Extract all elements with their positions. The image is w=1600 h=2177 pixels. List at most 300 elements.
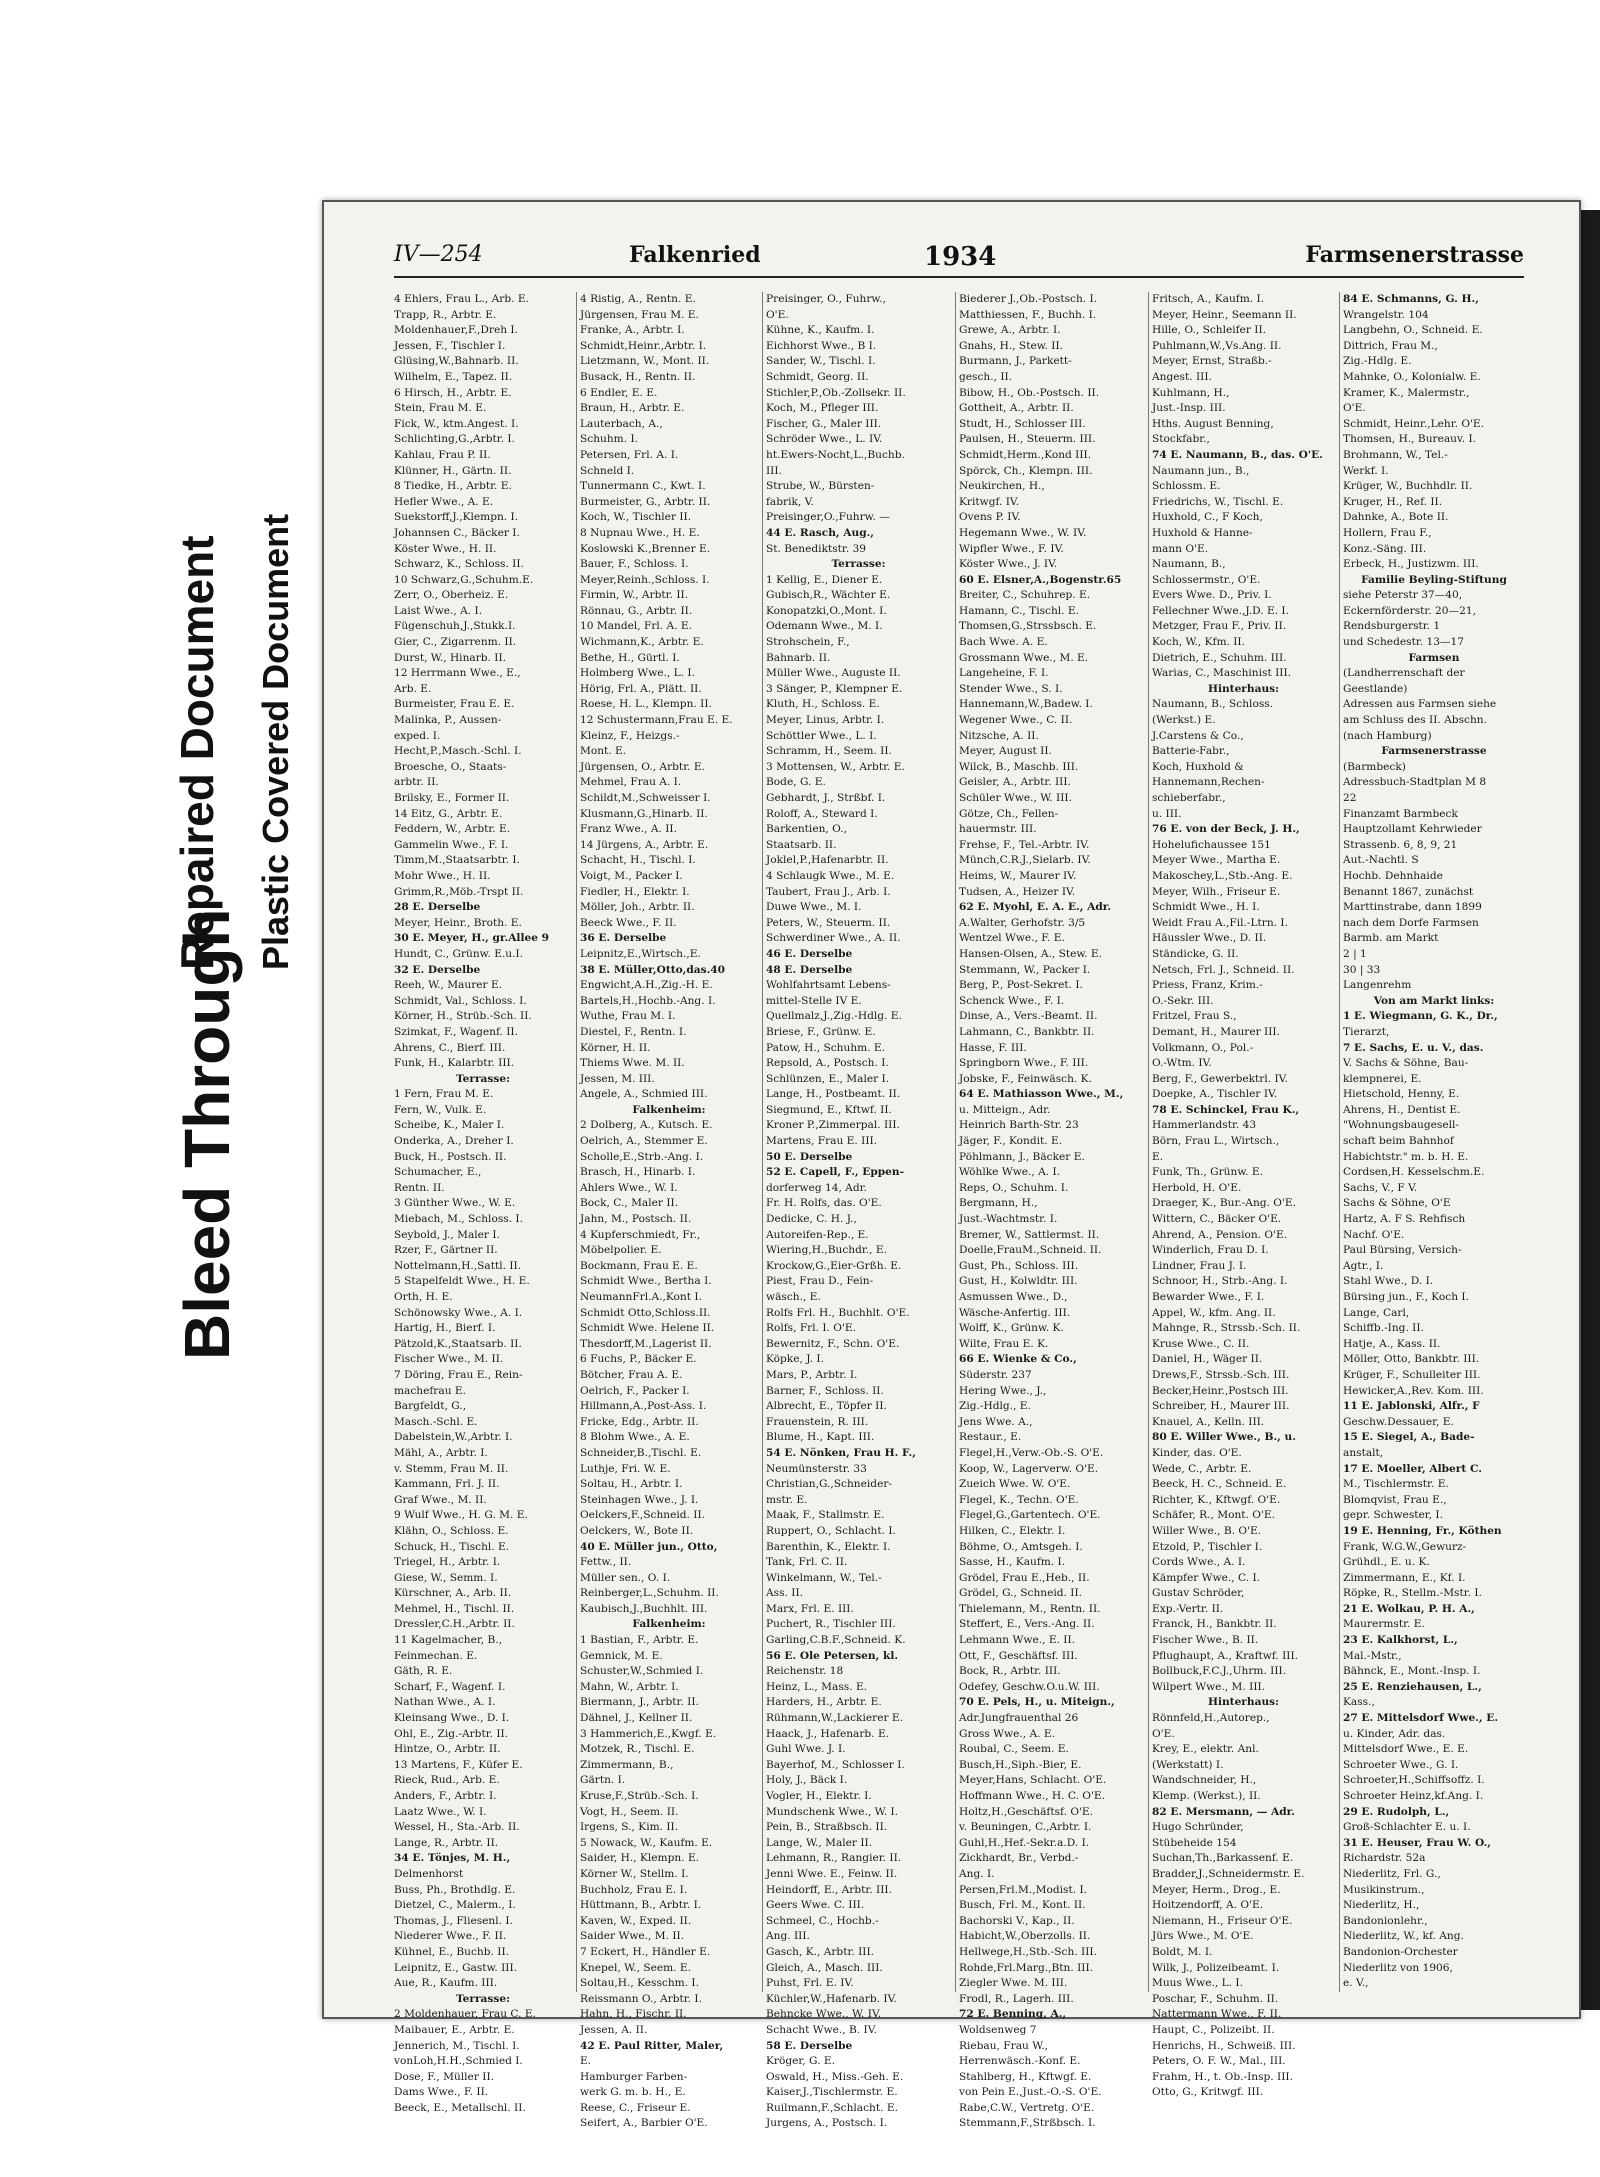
directory-line: Gubisch,R., Wächter E. [766,589,891,602]
directory-line: Gier, C., Zigarrenm. II. [394,636,517,649]
directory-line: Geestlande) [1343,682,1408,695]
column-divider [955,292,956,1992]
directory-line: Buss, Ph., Brothdlg. E. [394,1883,516,1896]
directory-line: 44 E. Rasch, Aug., [766,526,874,539]
directory-line: Bewernitz, F., Schn. O'E. [766,1337,900,1350]
directory-line: Bode, G. E. [766,776,826,789]
directory-line: V. Sachs & Söhne, Bau- [1343,1057,1469,1070]
directory-line: Wandschneider, H., [1152,1774,1257,1787]
directory-line: Naumann, B., [1152,558,1226,571]
directory-line: Hansen-Olsen, A., Stew. E. [959,947,1103,960]
directory-line: Familie Beyling-Stiftung [1361,573,1507,586]
directory-line: Feinmechan. E. [394,1649,478,1662]
directory-line: Zerr, O., Oberheiz. E. [394,589,509,602]
directory-line: Mohr Wwe., H. II. [394,869,491,882]
directory-line: 7 E. Sachs, E. u. V., das. [1343,1041,1484,1054]
directory-line: Stahlberg, H., Kftwgf. E. [959,2070,1092,2083]
directory-line: Fritzel, Frau S., [1152,1010,1237,1023]
directory-line: Exp.-Vertr. II. [1152,1602,1224,1615]
directory-line: Niemann, H., Friseur O'E. [1152,1914,1293,1927]
directory-line: Broesche, O., Staats- [394,760,507,773]
directory-line: ht.Ewers-Nocht,L.,Buchb. [766,448,905,461]
directory-line: Fischer, G., Maler III. [766,417,882,430]
directory-line: Zimmermann, E., Kf. I. [1343,1571,1466,1584]
directory-line: Peters, W., Steuerm. II. [766,916,891,929]
directory-line: Meyer, Heinr., Seemann II. [1152,308,1297,321]
directory-line: Hatje, A., Kass. II. [1343,1337,1441,1350]
directory-line: Lindner, Frau J. I. [1152,1259,1247,1272]
directory-line: Thomas, J., Fliesenl. I. [394,1914,513,1927]
directory-line: mstr. E. [766,1493,808,1506]
directory-line: Preisinger,O.,Fuhrw. — [766,511,890,524]
directory-line: Trapp, R., Arbtr. E. [394,308,497,321]
directory-line: Buck, H., Postsch. II. [394,1150,507,1163]
directory-line: Rieck, Rud., Arb. E. [394,1774,500,1787]
directory-line: 82 E. Mersmann, — Adr. [1152,1805,1295,1818]
directory-line: Oelckers,F.,Schneid. II. [580,1509,706,1522]
directory-line: Schreiber, H., Maurer III. [1152,1400,1290,1413]
directory-line: Hohelufichaussee 151 [1152,838,1271,851]
page-number: IV—254 [394,242,483,267]
directory-line: Szimkat, F., Wagenf. II. [394,1025,518,1038]
directory-line: Laist Wwe., A. I. [394,604,483,617]
directory-line: Burmeister, G., Arbtr. II. [580,495,711,508]
directory-line: Kritwgf. IV. [959,495,1020,508]
directory-line: Gross Wwe., A. E. [959,1727,1055,1740]
directory-line: Haupt, C., Polizeibt. II. [1152,2023,1275,2036]
directory-line: Reps, O., Schuhm. I. [959,1181,1069,1194]
directory-line: Schuhm. I. [580,433,638,446]
directory-line: Biermann, J., Arbtr. II. [580,1696,699,1709]
directory-line: Bradder,J.,Schneidermstr. E. [1152,1867,1305,1880]
directory-line: Staatsarb. II. [766,838,837,851]
directory-line: Heinz, L., Mass. E. [766,1680,868,1693]
directory-line: 10 Mandel, Frl. A. E. [580,620,693,633]
directory-line: Saider Wwe., M. II. [580,1930,685,1943]
directory-line: Kühnel, E., Buchb. II. [394,1945,509,1958]
directory-line: Wentzel Wwe., F. E. [959,932,1065,945]
directory-line: Bahnarb. II. [766,651,831,664]
directory-line: Friedrichs, W., Tischl. E. [1152,495,1284,508]
directory-line: Groß-Schlachter E. u. I. [1343,1821,1471,1834]
directory-line: 66 E. Wienke & Co., [959,1353,1077,1366]
directory-line: Wegener Wwe., C. II. [959,714,1073,727]
directory-line: Fettw., II. [580,1556,632,1569]
directory-line: Steffert, E., Vers.-Ang. II. [959,1618,1095,1631]
directory-line: Firmin, W., Arbtr. II. [580,589,689,602]
directory-line: Stein, Frau M. E. [394,402,487,415]
directory-line: Siegmund, E., Kftwf. II. [766,1103,892,1116]
directory-line: O.-Sekr. III. [1152,994,1214,1007]
directory-line: Schönowsky Wwe., A. I. [394,1306,523,1319]
directory-line: Schroeter,H.,Schiffsoffz. I. [1343,1774,1485,1787]
directory-line: Stahl Wwe., D. I. [1343,1275,1434,1288]
directory-line: Bibow, H., Ob.-Postsch. II. [959,386,1100,399]
directory-line: Böhme, O., Amtsgeh. I. [959,1540,1083,1553]
directory-line: Kämpfer Wwe., C. I. [1152,1571,1261,1584]
directory-line: Suchan,Th.,Barkassenf. E. [1152,1852,1294,1865]
directory-line: Bauer, F., Schloss. I. [580,558,689,571]
directory-line: (Landherrenschaft der [1343,667,1465,680]
directory-line: Roloff, A., Steward I. [766,807,878,820]
directory-line: Reissmann O., Arbtr. I. [580,1992,702,2005]
directory-line: Schüler Wwe., W. III. [959,792,1072,804]
directory-line: Hering Wwe., J., [959,1384,1047,1397]
directory-line: Ahlers Wwe., W. I. [580,1181,678,1194]
directory-line: O'E. [1152,1727,1175,1740]
directory-line: Pflughaupt, A., Kraftwf. III. [1152,1649,1299,1662]
directory-line: Schlichting,G.,Arbtr. I. [394,433,515,446]
directory-line: Wilck, B., Maschb. III. [959,760,1079,773]
side-labels [150,240,300,1360]
directory-column-2 [580,292,758,2130]
directory-line: Klähn, O., Schloss. E. [394,1524,509,1537]
directory-line: Bayerhof, M., Schlosser I. [766,1758,905,1771]
directory-line: Koslowski K.,Brenner E. [580,542,711,555]
directory-line: Bergmann, H., [959,1197,1038,1210]
directory-line: Terrasse: [455,1992,510,2005]
directory-line: Garling,C.B.F.,Schneid. K. [766,1634,906,1647]
directory-line: Jenni Wwe. E., Feinw. II. [766,1867,898,1880]
directory-line: Warias, C., Maschinist III. [1152,667,1291,680]
directory-line: Thomsen, H., Bureauv. I. [1343,433,1477,446]
directory-line: Puhst, Frl. E. IV. [766,1977,854,1990]
directory-line: 4 Schlaugk Wwe., M. E. [766,869,895,882]
directory-line: Berg, F., Gewerbektrl. IV. [1152,1072,1288,1085]
directory-line: nach dem Dorfe Farmsen [1343,916,1479,929]
directory-line: Langbehn, O., Schneid. E. [1343,324,1483,337]
directory-line: 76 E. von der Beck, J. H., [1152,823,1300,836]
directory-line: Zig.-Hdlg. E. [1343,355,1412,368]
directory-line: Krockow,G.,Eier-Grßh. E. [766,1259,902,1272]
directory-line: J.Carstens & Co., [1152,729,1244,742]
directory-line: 70 E. Pels, H., u. Miteign., [959,1696,1115,1709]
directory-line: Gustav Schröder, [1152,1587,1245,1600]
directory-line: (Werkstatt) I. [1152,1758,1224,1771]
directory-line: 8 Tiedke, H., Arbtr. E. [394,480,512,493]
directory-line: Körner W., Stellm. I. [580,1867,689,1880]
directory-line: 4 Ristig, A., Rentn. E. [580,293,696,305]
directory-line: 46 E. Derselbe [766,947,853,960]
directory-line: 10 Schwarz,G.,Schuhm.E. [394,573,534,586]
directory-line: Schmidt Wwe., Bertha I. [580,1275,712,1288]
directory-line: Kaubisch,J.,Buchhlt. III. [580,1602,708,1615]
directory-line: Schlossm. E. [1152,480,1221,493]
directory-line: Schiffb.-Ing. II. [1343,1322,1424,1335]
directory-line: Gasch, K., Arbtr. III. [766,1945,875,1958]
directory-line: Bandonion-Orchester [1343,1945,1458,1958]
directory-line: Terrasse: [831,558,886,571]
directory-line: Dressler,C.H.,Arbtr. II. [394,1618,515,1631]
directory-line: Bargfeldt, G., [394,1400,467,1413]
directory-line: von Pein E.,Just.-O.-S. O'E. [959,2086,1102,2099]
directory-line: Koch, Huxhold & [1152,760,1244,773]
directory-line: Steinhagen Wwe., J. I. [580,1493,699,1506]
directory-line: Daniel, H., Wäger II. [1152,1353,1263,1366]
directory-line: Niederlitz, Frl. G., [1343,1867,1441,1880]
directory-line: Bötcher, Frau A. E. [580,1368,683,1381]
directory-line: Langeheine, F. I. [959,667,1049,680]
directory-line: Kühne, K., Kaufm. I. [766,324,875,337]
directory-line: Heindorff, E., Arbtr. III. [766,1883,892,1896]
directory-line: Huxhold & Hanne- [1152,526,1253,539]
directory-line: Tierarzt, [1343,1025,1390,1038]
directory-line: Angest. III. [1152,370,1212,383]
directory-line: 8 Blohm Wwe., A. E. [580,1431,690,1444]
directory-line: Taubert, Frau J., Arb. I. [766,885,891,898]
directory-line: Kuhlmann, H., [1152,386,1230,399]
directory-line: 2 Moldenhauer, Frau C. E. [394,2008,536,2021]
directory-line: 14 Jürgens, A., Arbtr. E. [580,838,709,851]
directory-line: 8 Nupnau Wwe., H. E. [580,526,700,539]
directory-line: Durst, W., Hinarb. II. [394,651,507,664]
directory-line: arbtr. II. [394,776,439,789]
directory-line: Krüger, F., Schulleiter III. [1343,1368,1481,1381]
directory-line: Nattermann Wwe., F. II. [1152,2008,1282,2021]
directory-line: Köster Wwe., J. IV. [959,558,1058,571]
directory-line: 5 Stapelfeldt Wwe., H. E. [394,1275,530,1288]
directory-line: A.Walter, Gerhofstr. 3/5 [959,916,1086,929]
directory-line: Schenck Wwe., F. I. [959,994,1065,1007]
directory-line: Stemmann, W., Packer I. [959,963,1091,976]
directory-line: Joklel,P.,Hafenarbtr. II. [766,854,889,867]
directory-line: Jessen, F., Tischler I. [394,339,506,352]
directory-line: Ass. II. [766,1587,803,1600]
directory-line: Dams Wwe., F. II. [394,2086,489,2099]
directory-line: Schröder Wwe., L. IV. [766,433,883,446]
directory-line: Falkenheim: [632,1103,706,1116]
directory-line: Marttinstrabe, dann 1899 [1343,901,1482,914]
directory-line: Frauenstein, R. III. [766,1415,869,1428]
directory-line: 3 Hammerich,E.,Kwgf. E. [580,1727,717,1740]
directory-line: Ständicke, G. II. [1152,947,1239,960]
directory-line: Batterie-Fabr., [1152,745,1230,758]
directory-line: Bähnck, E., Mont.-Insp. I. [1343,1665,1481,1678]
directory-line: Schumacher, E., [394,1166,482,1179]
directory-line: 2 Dolberg, A., Kutsch. E. [580,1119,713,1132]
directory-line: Otto, G., Kritwgf. III. [1152,2086,1264,2099]
directory-line: Rolfs, Frl. I. O'E. [766,1322,856,1335]
directory-line: v. Beuningen, C.,Arbtr. I. [959,1821,1092,1834]
directory-line: Hochb. Dehnhaide [1343,869,1443,882]
directory-line: Börn, Frau L., Wirtsch., [1152,1135,1280,1148]
directory-line: Ziegler Wwe. M. III. [959,1977,1068,1990]
directory-line: Aut.-Nachtl. S [1343,854,1419,867]
directory-line: Naumann jun., B., [1152,464,1250,477]
directory-line: Dabelstein,W.,Arbtr. I. [394,1431,513,1444]
directory-line: Ruppert, O., Schlacht. I. [766,1524,896,1537]
directory-line: Falkenheim: [632,1618,706,1631]
directory-line: Fischer Wwe., M. II. [394,1353,504,1366]
directory-line: Ang. I. [959,1867,995,1880]
directory-line: 56 E. Ole Petersen, kl. [766,1649,899,1662]
directory-line: Wessel, H., Sta.-Arb. II. [394,1821,520,1834]
directory-line: Restaur., E. [959,1431,1022,1444]
directory-line: Appel, W., kfm. Ang. II. [1152,1306,1276,1319]
directory-line: 42 E. Paul Ritter, Maler, [580,2039,724,2052]
directory-line: Masch.-Schl. E. [394,1415,478,1428]
directory-line: Schmidt, Heinr.,Lehr. O'E. [1343,417,1485,430]
directory-line: Beeck Wwe., F. II. [580,916,677,929]
directory-line: 31 E. Heuser, Frau W. O., [1343,1836,1492,1849]
directory-line: Ahrens, C., Bierf. III. [394,1041,506,1054]
directory-line: Jennerich, M., Tischl. I. [394,2039,520,2052]
directory-line: Roubal, C., Seem. E. [959,1743,1069,1756]
directory-column-5 [1152,292,1335,2099]
directory-line: Etzold, P., Tischler I. [1152,1540,1263,1553]
directory-line: Hellwege,H.,Stb.-Sch. III. [959,1945,1097,1958]
directory-line: Bachorski V., Kap., II. [959,1914,1075,1927]
directory-line: 50 E. Derselbe [766,1150,853,1163]
directory-column-4 [959,292,1144,2130]
directory-line: Riebau, Frau W., [959,2039,1048,2052]
directory-line: Richardstr. 52a [1343,1852,1426,1865]
directory-line: Dahnke, A., Bote II. [1343,511,1449,524]
directory-line: Flegel, K., Techn. O'E. [959,1493,1079,1506]
directory-line: Schöttler Wwe., L. I. [766,729,877,742]
directory-line: 62 E. Myohl, E. A. E., Adr. [959,901,1112,914]
directory-line: gesch., II. [959,370,1013,383]
directory-line: Münch,C.R.J.,Sielarb. IV. [959,854,1091,867]
page-header [394,240,1524,278]
directory-line: Meyer, Linus, Arbtr. I. [766,714,885,727]
directory-line: Funk, H., Kalarbtr. III. [394,1057,515,1070]
directory-line: u. Mitteign., Adr. [959,1103,1051,1116]
directory-line: machefrau E. [394,1384,466,1397]
directory-line: Kaven, W., Exped. II. [580,1914,692,1927]
directory-line: Evers Wwe. D., Priv. I. [1152,589,1272,602]
directory-line: Puhlmann,W.,Vs.Ang. II. [1152,339,1282,352]
directory-line: 30 | 33 [1343,963,1381,976]
directory-line: Kaiser,J.,Tischlermstr. E. [766,2086,898,2099]
directory-line: Konz.-Säng. III. [1343,542,1427,555]
directory-line: Schuck, H., Tischl. E. [394,1540,510,1553]
directory-line: 25 E. Renziehausen, L., [1343,1680,1482,1693]
directory-line: Asmussen Wwe., D., [959,1291,1068,1303]
directory-line: Hefler Wwe., A. E. [394,495,494,508]
directory-line: Hannemann,Rechen- [1152,776,1265,789]
directory-line: Jürgensen, Frau M. E. [580,308,699,321]
directory-line: Gust, Ph., Schloss. III. [959,1259,1079,1272]
directory-line: 9 Wulf Wwe., H. G. M. E. [394,1509,528,1522]
directory-line: Herrenwäsch.-Konf. E. [959,2055,1081,2068]
directory-line: Willer Wwe., B. O'E. [1152,1524,1262,1537]
directory-line: Sachs, V., F V. [1343,1181,1418,1194]
directory-line: Engwicht,A.H.,Zig.-H. E. [580,979,713,992]
directory-line: Scharf, F., Wagenf. I. [394,1680,506,1693]
directory-line: Habichtstr." m. b. H. E. [1343,1150,1469,1163]
directory-line: Pätzold,K.,Staatsarb. II. [394,1337,522,1350]
directory-line: v. Stemm, Frau M. II. [394,1462,509,1475]
directory-line: Köpke, J. I. [766,1353,824,1366]
directory-line: Küchler,W.,Hafenarb. IV. [766,1992,897,2005]
directory-line: mann O'E. [1152,542,1209,555]
directory-line: Hauptzollamt Kehrwieder [1343,823,1482,836]
directory-line: Netsch, Frl. J., Schneid. II. [1152,963,1295,976]
directory-line: Ruilmann,F.,Schlacht. E. [766,2101,898,2114]
directory-line: Blume, H., Kapt. III. [766,1431,875,1444]
directory-line: Klusmann,G.,Hinarb. II. [580,807,708,820]
directory-line: Huxhold, C., F Koch, [1152,511,1263,524]
directory-line: Hüttmann, B., Arbtr. I. [580,1899,702,1912]
directory-line: E. [1152,1150,1164,1163]
directory-line: Christian,G.,Schneider- [766,1478,892,1491]
directory-line: Niederlitz, H., [1343,1899,1420,1912]
directory-line: Glüsing,W.,Bahnarb. II. [394,355,519,368]
directory-line: Meyer, Wilh., Friseur E. [1152,885,1281,898]
directory-line: Nathan Wwe., A. I. [394,1696,496,1709]
directory-line: Miebach, M., Schloss. I. [394,1213,523,1226]
directory-line: Mars, P., Arbtr. I. [766,1368,858,1381]
directory-line: Preisinger, O., Fuhrw., [766,293,886,305]
directory-line: 40 E. Müller jun., Otto, [580,1540,718,1553]
directory-line: Voigt, M., Packer I. [580,869,683,882]
directory-line: Odefey, Geschw.O.u.W. III. [959,1680,1100,1693]
directory-line: E. [580,2055,592,2068]
directory-line: 5 Nowack, W., Kaufm. E. [580,1836,713,1849]
directory-line: 36 E. Derselbe [580,932,667,945]
directory-line: Fritsch, A., Kaufm. I. [1152,293,1265,305]
directory-line: Neukirchen, H., [959,480,1045,493]
directory-line: Schuster,W.,Schmied I. [580,1665,704,1678]
directory-line: Götze, Ch., Fellen- [959,807,1059,820]
directory-line: Gärtn. I. [580,1774,626,1787]
directory-line: Busch,H.,Siph.-Bier, E. [959,1758,1082,1771]
directory-line: Neumünsterstr. 33 [766,1462,867,1475]
directory-line: exped. I. [394,729,441,742]
directory-line: Koch, W., Kfm. II. [1152,636,1245,649]
directory-line: Brasch, H., Hinarb. I. [580,1166,696,1179]
directory-line: 48 E. Derselbe [766,963,853,976]
directory-line: Mahn, W., Arbtr. I. [580,1680,679,1693]
directory-line: Hietschold, Henny, E. [1343,1088,1460,1101]
directory-line: Schwarz, K., Schloss. II. [394,558,524,571]
directory-line: Zig.-Hdlg., E. [959,1400,1031,1413]
column-divider [1339,292,1340,1992]
directory-line: Niederlitz, W., kf. Ang. [1343,1930,1464,1943]
directory-line: Franck, H., Bankbtr. II. [1152,1618,1277,1631]
directory-line: Hille, O., Schleifer II. [1152,324,1266,337]
directory-line: Schmidt Wwe., H. I. [1152,901,1260,914]
directory-line: Frahm, H., t. Ob.-Insp. III. [1152,2070,1293,2083]
directory-line: Peters, O. F. W., Mal., III. [1152,2055,1286,2068]
directory-line: Adressbuch-Stadtplan M 8 [1343,776,1487,789]
directory-line: Wäsche-Anfertig. III. [959,1306,1071,1319]
directory-line: Repsold, A., Postsch. I. [766,1057,889,1070]
directory-line: Bürsing jun., F., Koch I. [1343,1291,1469,1303]
directory-line: vonLoh,H.H.,Schmied I. [394,2055,523,2068]
directory-line: Becker,Heinr.,Postsch III. [1152,1384,1289,1397]
directory-line: Haack, J., Hafenarb. E. [766,1727,890,1740]
directory-line: Kröger, G. E. [766,2055,835,2068]
directory-page [322,200,1581,2130]
directory-line: Rönnfeld,H.,Autorep., [1152,1712,1270,1725]
directory-line: Schäfer, R., Mont. O'E. [1152,1509,1275,1522]
directory-line: Kluth, H., Schloss. E. [766,698,880,711]
directory-line: Jurgens, A., Postsch. I. [766,2117,888,2130]
directory-line: Dinse, A., Vers.-Beamt. II. [959,1010,1098,1023]
directory-line: Woldsenweg 7 [959,2023,1037,2036]
directory-line: Maurermstr. E. [1343,1618,1425,1631]
directory-line: Holmberg Wwe., L. I. [580,667,695,680]
directory-line: 78 E. Schinckel, Frau K., [1152,1103,1300,1116]
directory-line: Kramer, K., Malermstr., [1343,386,1470,399]
directory-line: Ott, F., Geschäftsf. III. [959,1649,1078,1662]
directory-line: Boldt, M. I. [1152,1945,1213,1958]
directory-line: Meyer, Heinr., Broth. E. [394,916,522,929]
directory-line: Dedicke, C. H. J., [766,1213,857,1226]
directory-line: Stockfabr., [1152,433,1210,446]
